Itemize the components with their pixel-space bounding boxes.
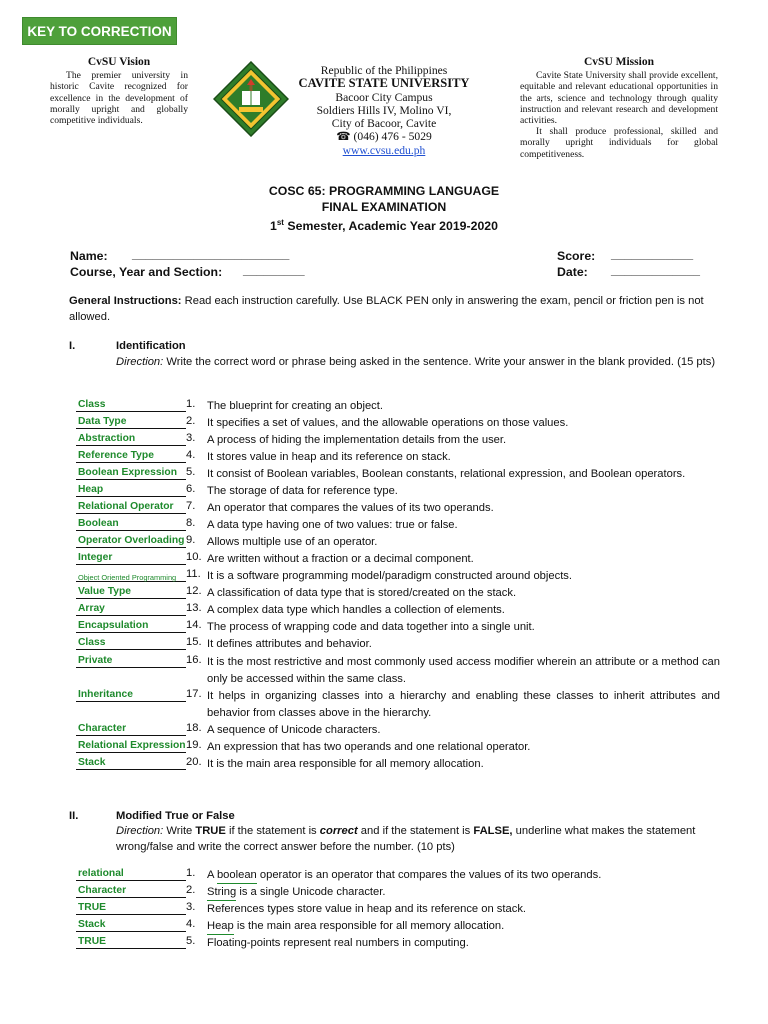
- statement-text: [207, 918, 720, 935]
- answer-blank[interactable]: [76, 918, 186, 932]
- question-row: [0, 432, 768, 449]
- answer-blank[interactable]: [76, 585, 186, 599]
- question-row: [0, 517, 768, 534]
- question-row: [0, 551, 768, 568]
- answer-text: Inheritance: [78, 689, 133, 700]
- question-row: [0, 415, 768, 432]
- question-row: [0, 654, 768, 685]
- question-number: 10.: [186, 551, 202, 563]
- exam-title: FINAL EXAMINATION: [321, 200, 447, 214]
- question-number: 3.: [186, 901, 196, 913]
- answer-text: relational: [78, 868, 124, 879]
- section-1-number: I.: [69, 340, 76, 352]
- question-row: [0, 534, 768, 551]
- question-number: 2.: [186, 884, 196, 896]
- answer-blank[interactable]: [76, 935, 186, 949]
- date-label: Date:: [557, 265, 588, 279]
- question-number: 3.: [186, 432, 196, 444]
- question-text: It is a software programming model/paradigm constructed around objects.: [207, 570, 573, 582]
- answer-text: TRUE: [78, 902, 107, 913]
- course-title: COSC 65: PROGRAMMING LANGUAGE: [268, 184, 500, 198]
- mission-text-1: Cavite State University shall provide excellent, equitable and relevant educational opportunities in the arts, science and technology through quality instruction and relevant research and development activities.: [520, 70, 718, 127]
- general-instructions-label: General Instructions:: [69, 295, 182, 307]
- vision-block: [50, 57, 188, 126]
- answer-blank[interactable]: [76, 432, 186, 446]
- key-to-correction-badge: KEY TO CORRECTION: [22, 17, 177, 45]
- question-text: It is the main area responsible for all memory allocation.: [207, 758, 484, 770]
- question-text: A process of hiding the implementation details from the user.: [207, 434, 507, 446]
- statement-text: [207, 867, 720, 884]
- semester-number: 1: [270, 219, 277, 234]
- question-text: The process of wrapping code and data together into a single unit.: [207, 621, 535, 633]
- answer-blank[interactable]: [76, 449, 186, 463]
- question-number: 6.: [186, 483, 196, 495]
- course-section-label: Course, Year and Section:: [70, 265, 223, 279]
- section-1-direction-label: Direction:: [116, 356, 164, 368]
- answer-blank[interactable]: [76, 568, 186, 582]
- section-2-number: II.: [69, 810, 79, 822]
- underlined-word: Heap: [207, 920, 234, 932]
- question-row: [0, 756, 768, 773]
- tf-row: [0, 867, 768, 884]
- question-text: A complex data type which handles a collection of elements.: [207, 604, 505, 616]
- section-1-direction-text: Write the correct word or phrase being asked in the sentence. Write your answer in the blank provided. (15 pts): [163, 356, 716, 368]
- answer-text: Boolean: [78, 518, 119, 529]
- statement-text: [207, 935, 720, 952]
- tf-row: [0, 935, 768, 952]
- date-blank: _____________: [611, 263, 700, 277]
- question-text: It specifies a set of values, and the allowable operations on those values.: [207, 417, 569, 429]
- answer-blank[interactable]: [76, 688, 186, 702]
- semester-suffix: st: [276, 218, 284, 227]
- question-number: 7.: [186, 500, 196, 512]
- question-number: 19.: [186, 739, 202, 751]
- underlined-word: String: [207, 886, 237, 898]
- question-number: 15.: [186, 636, 202, 648]
- section-1-direction: [116, 354, 716, 370]
- answer-text: Private: [78, 655, 113, 666]
- question-row: [0, 722, 768, 739]
- question-number: 4.: [186, 449, 196, 461]
- question-row: [0, 636, 768, 653]
- answer-blank[interactable]: [76, 534, 186, 548]
- score-blank: ____________: [611, 247, 694, 261]
- answer-text: Character: [78, 723, 127, 734]
- mission-text-2: It shall produce professional, skilled and morally upright individuals for global competitiveness.: [520, 126, 718, 160]
- section-2-direction-label: Direction:: [116, 825, 164, 837]
- question-text: A sequence of Unicode characters.: [207, 724, 381, 736]
- answer-blank[interactable]: [76, 654, 186, 668]
- answer-blank[interactable]: [76, 415, 186, 429]
- question-number: 4.: [186, 918, 196, 930]
- tf-row: [0, 901, 768, 918]
- direction-false-word: FALSE,: [473, 825, 513, 837]
- answer-blank[interactable]: [76, 619, 186, 633]
- question-row: [0, 398, 768, 415]
- question-text: It defines attributes and behavior.: [207, 638, 372, 650]
- statement-part: A: [207, 869, 217, 881]
- score-label: Score:: [557, 249, 596, 263]
- answer-text: Reference Type: [78, 450, 154, 461]
- answer-blank[interactable]: [76, 551, 186, 565]
- question-row: [0, 483, 768, 500]
- question-number: 8.: [186, 517, 196, 529]
- question-row: [0, 449, 768, 466]
- question-text: A data type having one of two values: true or false.: [207, 519, 458, 531]
- question-text: An expression that has two operands and one relational operator.: [207, 741, 531, 753]
- answer-blank[interactable]: [76, 722, 186, 736]
- section-2-title: Modified True or False: [116, 810, 235, 822]
- question-text: It stores value in heap and its reference on stack.: [207, 451, 451, 463]
- question-number: 1.: [186, 867, 196, 879]
- question-row: [0, 602, 768, 619]
- question-text: Allows multiple use of an operator.: [207, 536, 378, 548]
- question-number: 20.: [186, 756, 202, 768]
- question-number: 5.: [186, 466, 196, 478]
- semester-rest: Semester, Academic Year 2019-2020: [283, 219, 498, 234]
- statement-text: [207, 901, 720, 918]
- answer-text: Heap: [78, 484, 104, 495]
- answer-text: Encapsulation: [78, 620, 149, 631]
- answer-blank[interactable]: [76, 901, 186, 915]
- tf-row: [0, 918, 768, 935]
- answer-text: Relational Expression: [78, 740, 186, 751]
- answer-text: Stack: [78, 919, 106, 930]
- question-row: [0, 568, 768, 585]
- direction-text-part: if the statement is: [225, 825, 320, 837]
- address-line-2: City of Bacoor, Cavite: [331, 117, 437, 131]
- republic-line: Republic of the Philippines: [320, 64, 448, 77]
- question-number: 12.: [186, 585, 202, 597]
- mission-title: CvSU Mission: [584, 56, 654, 68]
- question-number: 14.: [186, 619, 202, 631]
- answer-blank[interactable]: [76, 739, 186, 753]
- answer-blank[interactable]: [76, 398, 186, 412]
- section-1-title: Identification: [116, 340, 186, 352]
- question-row: [0, 688, 768, 719]
- direction-text-part: Write: [163, 825, 196, 837]
- answer-text: Class: [78, 399, 106, 410]
- direction-correct-word: correct: [319, 825, 358, 837]
- vision-title: CvSU Vision: [87, 56, 151, 68]
- question-row: [0, 500, 768, 517]
- website-link[interactable]: www.cvsu.edu.ph: [342, 143, 426, 157]
- semester-title: [0, 215, 768, 234]
- phone-line: ☎ (046) 476 - 5029: [336, 130, 432, 144]
- statement-text: [207, 884, 720, 901]
- answer-text: Relational Operator: [78, 501, 174, 512]
- general-instructions-text: Read each instruction carefully. Use BLACK PEN only in answering the exam, pencil or friction pen is not allowed.: [69, 295, 704, 323]
- question-number: 5.: [186, 935, 196, 947]
- statement-part: References types store value in heap and its reference on stack.: [207, 903, 527, 915]
- statement-part: operator is an operator that compares the values of its two operands.: [256, 869, 602, 881]
- question-number: 9.: [186, 534, 196, 546]
- question-text: A classification of data type that is stored/created on the stack.: [207, 587, 517, 599]
- university-name: CAVITE STATE UNIVERSITY: [298, 76, 470, 91]
- answer-text: Array: [78, 603, 105, 614]
- mission-block: [520, 57, 718, 160]
- university-header: [286, 64, 482, 157]
- question-text: The blueprint for creating an object.: [207, 400, 383, 412]
- name-blank: _______________________: [132, 247, 290, 261]
- general-instructions: [69, 294, 715, 325]
- statement-part: Floating-points represent real numbers in computing.: [207, 937, 469, 949]
- answer-text: Class: [78, 637, 106, 648]
- course-section-blank: _________: [243, 263, 305, 277]
- answer-blank[interactable]: [76, 756, 186, 770]
- question-number: 1.: [186, 398, 196, 410]
- answer-text: Abstraction: [78, 433, 136, 444]
- question-number: 2.: [186, 415, 196, 427]
- underlined-word: boolean: [216, 869, 257, 881]
- answer-text: Stack: [78, 757, 106, 768]
- answer-text: Data Type: [78, 416, 127, 427]
- answer-blank[interactable]: [76, 466, 186, 480]
- answer-text: Value Type: [78, 586, 132, 597]
- question-text: It consist of Boolean variables, Boolean constants, relational expression, and Boolean operators.: [207, 468, 686, 480]
- question-number: 11.: [186, 568, 201, 580]
- tf-row: [0, 884, 768, 901]
- answer-blank[interactable]: [76, 884, 186, 898]
- vision-text: The premier university in historic Cavite recognized for excellence in the development of morally upright and globally competitive individuals.: [50, 70, 188, 127]
- answer-blank[interactable]: [76, 867, 186, 881]
- answer-text: Integer: [78, 552, 113, 563]
- answer-blank[interactable]: [76, 500, 186, 514]
- question-row: [0, 466, 768, 483]
- campus-line: Bacoor City Campus: [335, 90, 433, 104]
- question-text: Are written without a fraction or a decimal component.: [207, 553, 474, 565]
- answer-text: Operator Overloading: [78, 535, 185, 546]
- statement-part: is the main area responsible for all memory allocation.: [233, 920, 505, 932]
- question-text: It helps in organizing classes into a hierarchy and enabling these classes to inherit attributes and behavior from classes above in the hierarchy.: [207, 690, 720, 719]
- answer-blank[interactable]: [76, 483, 186, 497]
- answer-text: Character: [78, 885, 127, 896]
- direction-text-part: and if the statement is: [357, 825, 474, 837]
- question-row: [0, 739, 768, 756]
- answer-text: Boolean Expression: [78, 467, 177, 478]
- direction-true-word: TRUE: [195, 825, 226, 837]
- address-line-1: Soldiers Hills IV, Molino VI,: [316, 103, 452, 117]
- question-row: [0, 585, 768, 602]
- question-text: The storage of data for reference type.: [207, 485, 398, 497]
- question-number: 13.: [186, 602, 202, 614]
- question-number: 17.: [186, 688, 202, 700]
- question-text: It is the most restrictive and most commonly used access modifier wherein an attribute or a method can only be accessed within the same class.: [207, 656, 720, 685]
- answer-blank[interactable]: [76, 602, 186, 616]
- answer-blank[interactable]: [76, 636, 186, 650]
- answer-blank[interactable]: [76, 517, 186, 531]
- question-row: [0, 619, 768, 636]
- statement-part: is a single Unicode character.: [236, 886, 386, 898]
- direction-text-part: underline what makes the statement wrong/false and write the correct answer before the number. (10 pts): [116, 825, 696, 853]
- answer-text: TRUE: [78, 936, 107, 947]
- name-label: Name:: [70, 249, 108, 263]
- university-seal-logo: [213, 61, 289, 137]
- section-2-direction: [116, 823, 716, 855]
- exam-titles: [0, 183, 768, 234]
- answer-text: Object Oriented Programming: [78, 572, 177, 582]
- question-number: 18.: [186, 722, 202, 734]
- question-text: An operator that compares the values of its two operands.: [207, 502, 494, 514]
- question-number: 16.: [186, 654, 202, 666]
